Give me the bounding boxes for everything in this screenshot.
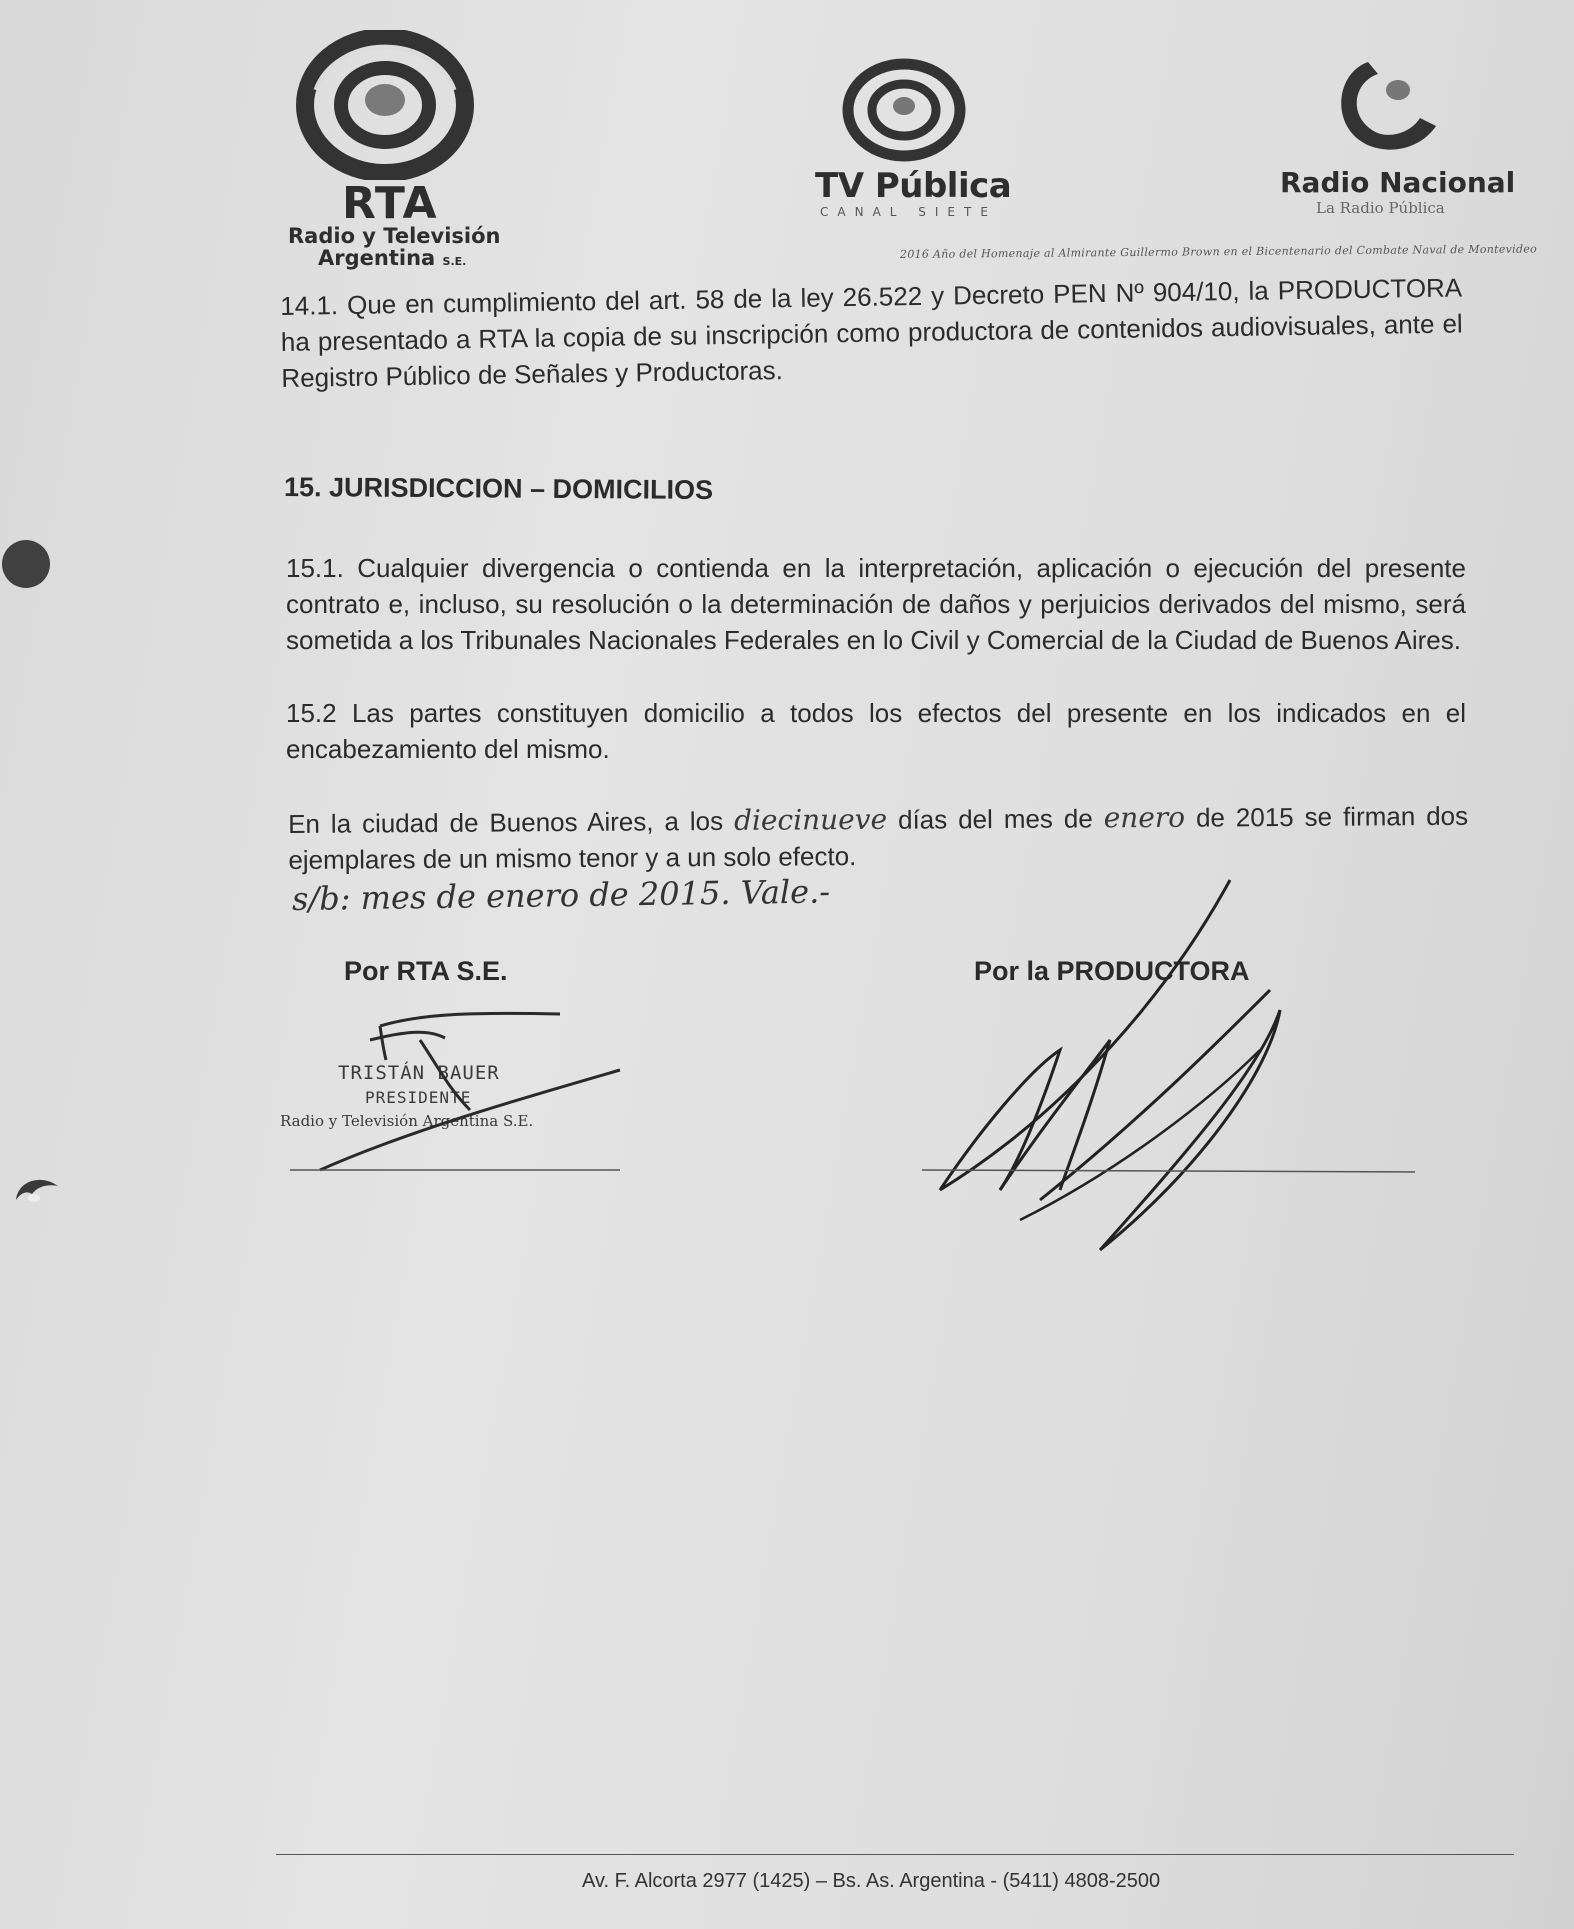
stamp-name: TRISTÁN BAUER: [338, 1062, 500, 1084]
tv-publica-logo-name: TV Pública: [815, 166, 1012, 206]
clause-15-2: 15.2 Las partes constituyen domicilio a todos los efectos del presente en los indicados en el encabezamiento del mismo.: [286, 698, 1466, 764]
radio-nacional-logo-sub: La Radio Pública: [1316, 199, 1445, 217]
rta-logo-line1: Radio y Televisión: [288, 224, 501, 248]
year-motto: 2016 Año del Homenaje al Almirante Guillermo Brown en el Bicentenario del Combate Naval de Montevideo: [899, 242, 1538, 261]
radio-nacional-logo-icon: [1320, 52, 1440, 162]
tv-publica-logo-icon: [842, 58, 966, 162]
section-15-title: 15. JURISDICCION – DOMICILIOS: [283, 472, 714, 505]
closing-statement: [288, 798, 1468, 878]
stamp-title: PRESIDENTE: [365, 1088, 472, 1107]
rta-logo-icon: [296, 30, 474, 180]
clause-14-1: 14.1. Que en cumplimiento del art. 58 de la ley 26.522 y Decreto PEN Nº 904/10, la PRODUCTORA ha presentado a RTA la copia de su inscripción como productora de contenidos audiovisuales, ante el Registro Público de Señales y Productoras.: [280, 272, 1463, 393]
radio-nacional-logo-name: Radio Nacional: [1280, 166, 1516, 199]
punch-hole-top: [2, 540, 50, 588]
handwritten-correction-note: s/b: mes de enero de 2015. Vale.-: [291, 872, 831, 918]
closing-part2: días del mes de: [897, 803, 1093, 835]
signature-productora: [920, 870, 1420, 1260]
rta-logo-line2-text: Argentina: [318, 246, 436, 270]
rta-logo-name: RTA: [342, 178, 438, 229]
rta-logo-line2: [318, 246, 466, 270]
clause-15-1: 15.1. Cualquier divergencia o contienda en la interpretación, aplicación o ejecución del presente contrato e, incluso, su resolución o la determinación de daños y perjuicios derivados del mismo, será sometida a los Tribunales Nacionales Federales en lo Civil y Comercial de la Ciudad de Buenos Aires.: [286, 553, 1466, 655]
closing-day-handwritten: diecinueve: [733, 802, 888, 837]
signature-label-productora: Por la PRODUCTORA: [974, 956, 1250, 986]
footer-rule: [276, 1854, 1514, 1855]
closing-part3: de 2015 se firman dos ejemplares de un mismo tenor y a un solo efecto.: [288, 800, 1469, 875]
closing-month-handwritten: enero: [1103, 800, 1186, 835]
stamp-organization: Radio y Televisión Argentina S.E.: [280, 1112, 534, 1130]
signature-rta: [270, 1000, 640, 1180]
tv-publica-logo-sub: CANAL SIETE: [820, 205, 997, 219]
rta-logo-suffix: S.E.: [442, 255, 467, 268]
signature-label-rta: Por RTA S.E.: [344, 956, 508, 986]
punch-hole-bottom: [12, 1170, 62, 1210]
closing-part1: En la ciudad de Buenos Aires, a los: [288, 805, 724, 839]
footer-address: Av. F. Alcorta 2977 (1425) – Bs. As. Argentina - (5411) 4808-2500: [582, 1870, 1161, 1892]
